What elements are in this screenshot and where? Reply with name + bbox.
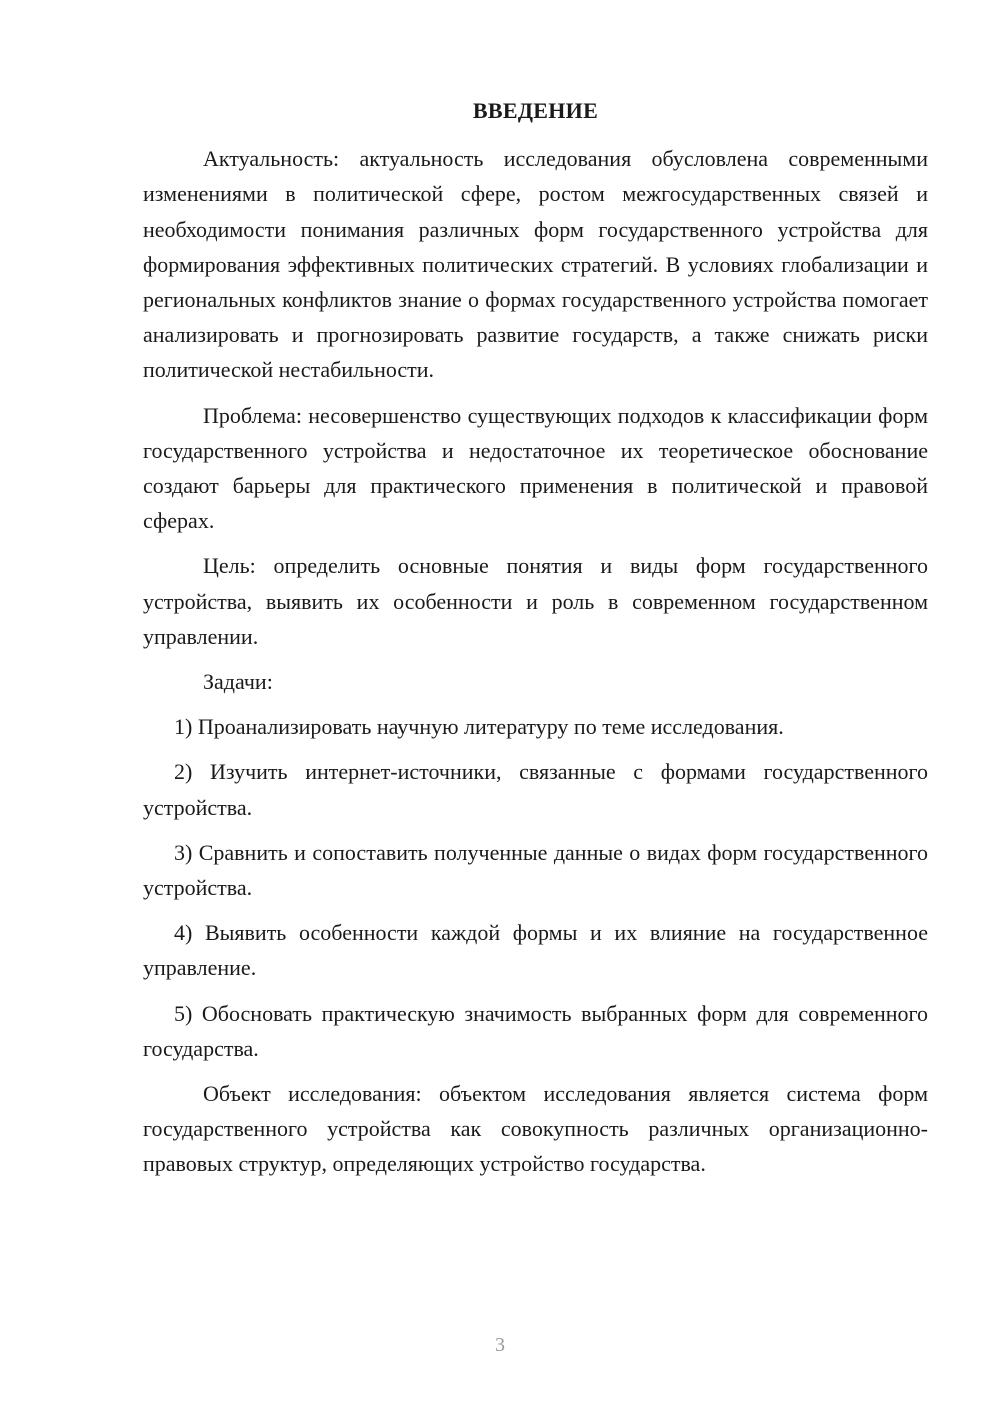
document-page <box>143 93 928 1192</box>
task-item: 1) Проанализировать научную литературу по теме исследования. <box>174 714 784 740</box>
object-paragraph: Объект исследования: объектом исследования является система форм государственного устройства как совокупность различных организационно-правовых структур, определяющих устройство государства. <box>143 1081 928 1177</box>
problem-paragraph: Проблема: несовершенство существующих подходов к классификации форм государственного устройства и недостаточное их теоретическое обоснование создают барьеры для практического применения в политической и правовой сферах. <box>143 402 928 534</box>
task-item: 5) Обосновать практическую значимость выбранных форм для современного государства. <box>143 1000 928 1061</box>
tasks-label: Задачи: <box>203 669 273 695</box>
section-heading: ВВЕДЕНИЕ <box>472 98 599 123</box>
task-item: 4) Выявить особенности каждой формы и их влияние на государственное управление. <box>143 920 928 981</box>
task-item: 2) Изучить интернет-источники, связанные с формами государственного устройства. <box>143 759 928 820</box>
relevance-paragraph: Актуальность: актуальность исследования обусловлена современными изменениями в политической сфере, ростом межгосударственных связей и необходимости понимания различных форм государственного устройства для формирования эффективных политических стратегий. В условиях глобализации и региональных конфликтов знание о формах государственного устройства помогает анализировать и прогнозировать развитие государств, а также снижать риски политической нестабильности. <box>143 146 928 383</box>
page-number: 3 <box>495 1334 505 1356</box>
tasks-list <box>143 709 928 1066</box>
task-item: 3) Сравнить и сопоставить полученные данные о видах форм государственного устройства. <box>143 839 928 901</box>
goal-paragraph: Цель: определить основные понятия и виды форм государственного устройства, выявить их особенности и роль в современном государственном управлении. <box>143 553 928 649</box>
